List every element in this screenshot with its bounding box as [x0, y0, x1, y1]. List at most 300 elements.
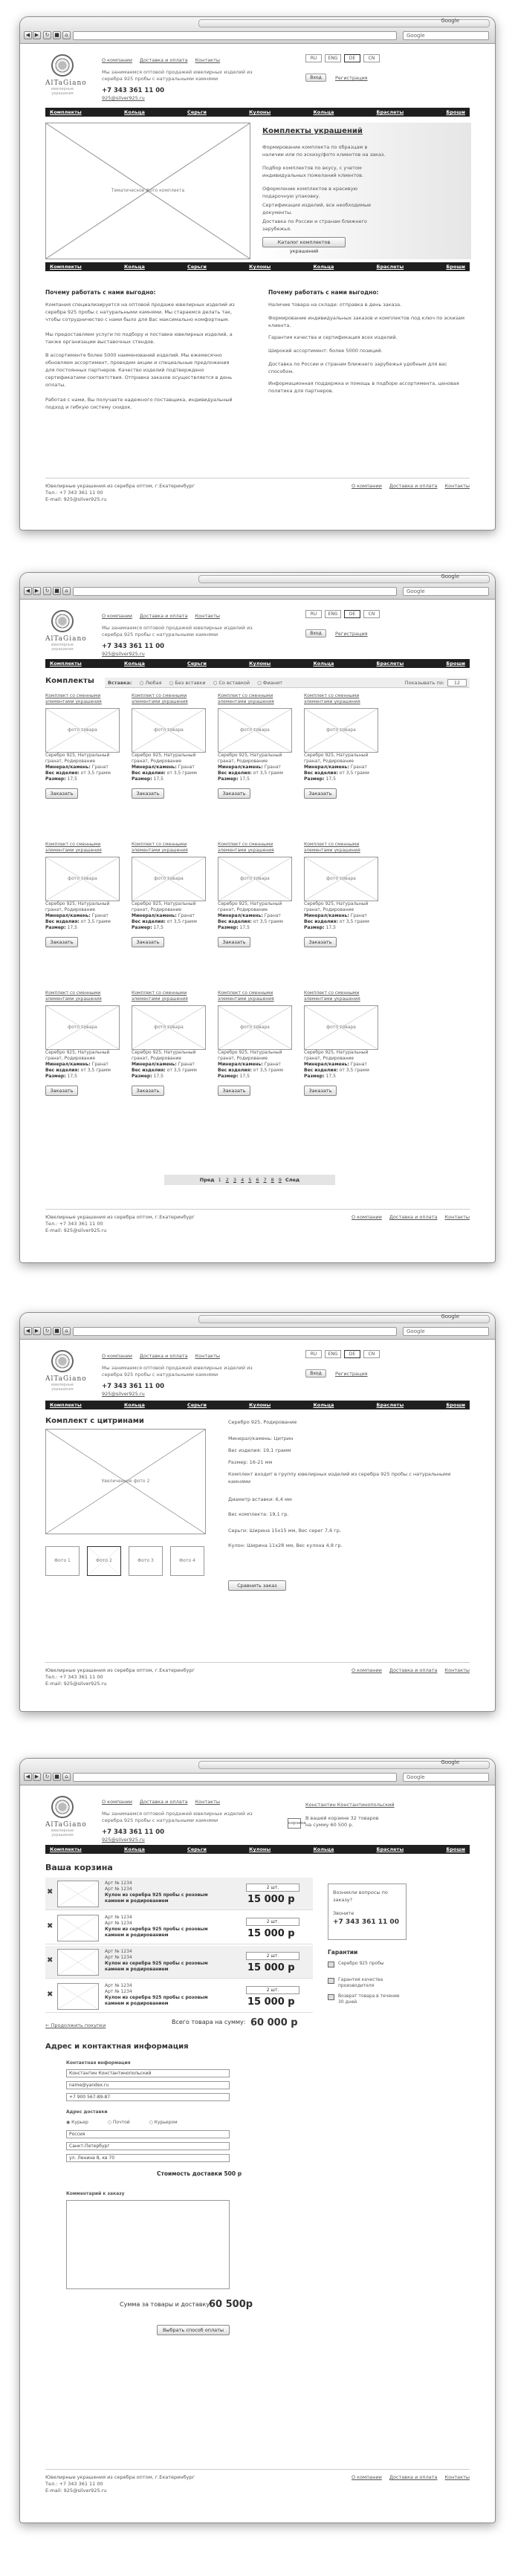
footer-link-contacts[interactable]: Контакты: [444, 483, 470, 489]
product-thumb[interactable]: [170, 1546, 204, 1576]
lang-de[interactable]: DE: [344, 54, 360, 62]
forward-button[interactable]: ▶: [33, 1327, 41, 1335]
cart-item-price: 15 000 р: [247, 1996, 295, 2008]
forward-button[interactable]: ▶: [33, 1773, 41, 1781]
filter-any[interactable]: ○ Любая: [139, 680, 162, 686]
reload-button[interactable]: ↻: [43, 31, 51, 39]
link-contacts[interactable]: Контакты: [195, 613, 221, 619]
remove-item-icon[interactable]: ✖: [47, 1922, 54, 1930]
card-ins-label: Минерал/камень:: [45, 1062, 91, 1067]
product-card-title[interactable]: Комплект со сменными элементами украшения: [304, 990, 360, 1002]
card-weight-value: от 3,5 грамм: [339, 770, 369, 776]
card-size-value: 17,5: [67, 776, 77, 782]
cart-item-price: 15 000 р: [247, 1894, 295, 1905]
remove-item-icon[interactable]: ✖: [47, 1991, 54, 1999]
nav2-item-bracelets[interactable]: Браслеты: [376, 264, 404, 270]
card-desc-text: Серебро 925, Натуральный гранат, Родирование: [45, 753, 110, 764]
pager-page[interactable]: 7: [263, 1177, 267, 1183]
cart-item-title[interactable]: Кулон из серебра 925 пробы с розовым камнем и родированием: [105, 1961, 208, 1972]
link-contacts[interactable]: Контакты: [195, 1353, 221, 1359]
link-contacts[interactable]: Контакты: [195, 57, 221, 63]
site-logo[interactable]: [45, 610, 87, 655]
pager-page[interactable]: 1: [218, 1177, 221, 1183]
footer-line-1: Ювелирные украшения из серебра оптом, г.Екатеринбург: [45, 1214, 195, 1220]
product-card-image[interactable]: [132, 708, 206, 753]
page-product: [45, 1350, 470, 1711]
tagline: Мы занимаемся оптовой продажей ювелирных изделий из серебра 925 пробы с натуральными камнями: [102, 625, 253, 637]
product-card-desc: [132, 901, 206, 931]
nav-item-earrings[interactable]: Серьги: [187, 109, 207, 115]
address-bar[interactable]: [73, 31, 397, 40]
lang-ru[interactable]: RU: [305, 1350, 322, 1358]
footer-link-about[interactable]: О компании: [351, 483, 382, 489]
back-button[interactable]: ◀: [24, 1327, 32, 1335]
nav-item-rings-2[interactable]: Кольца: [313, 1402, 334, 1408]
product-card-image-label: фото товара: [68, 876, 97, 881]
why-us-left-p4: Работая с нами, Вы получаете надежного поставщика, индивидуальный подход и гибкую систему скидок.: [45, 397, 233, 410]
order-card-button[interactable]: Заказать: [218, 1086, 250, 1096]
stop-button[interactable]: ■: [53, 587, 61, 595]
nav-item-bracelets[interactable]: Браслеты: [376, 1402, 404, 1408]
product-card-image[interactable]: [218, 708, 292, 753]
header-email[interactable]: 925@silver925.ru: [102, 651, 145, 657]
forward-button[interactable]: ▶: [33, 587, 41, 595]
quantity-field[interactable]: 2 шт.: [246, 1952, 299, 1960]
cart-item-info: [105, 1915, 224, 1939]
nav-item-rings[interactable]: Кольца: [124, 1402, 145, 1408]
why-us-right-p2: Формирование индивидуальных заказов и комплектов под ключ по эскизам клиента.: [268, 315, 465, 328]
cart-item-image: [57, 1881, 99, 1907]
logo-text: AlTaGiano: [45, 80, 87, 87]
nav-item-rings-2[interactable]: Кольца: [313, 1846, 334, 1852]
browser-chrome: [20, 1759, 495, 1785]
thumb-label: Фото 4: [179, 1558, 195, 1563]
nav-item-rings[interactable]: Кольца: [124, 109, 145, 115]
product-card-image[interactable]: [45, 1005, 120, 1050]
nav2-item-pendants[interactable]: Кулоны: [249, 264, 271, 270]
footer: [45, 2469, 470, 2494]
back-button[interactable]: ◀: [24, 1773, 32, 1781]
why-us-left-p1: Компания специализируется на оптовой продаже ювелирных изделий из серебра 925 пробы с натуральными камнями. Мы стараемся делать так, чтобы сотрудничество с нами было для Вас максимально комфортным.: [45, 302, 235, 322]
lang-eng[interactable]: ENG: [325, 1350, 341, 1358]
nav-item-earrings[interactable]: Серьги: [187, 1846, 207, 1852]
address-title: Адрес и контактная информация: [45, 2043, 189, 2051]
card-size-label: Размер:: [218, 776, 239, 782]
product-card-image[interactable]: [218, 857, 292, 901]
cart-item-title[interactable]: Кулон из серебра 925 пробы с розовым камнем и родированием: [105, 1927, 208, 1938]
why-us-right-p4: Широкий ассортимент: более 5000 позиций.: [268, 348, 383, 354]
lang-cn[interactable]: CN: [363, 54, 380, 62]
footer: [45, 1209, 470, 1233]
top-links: [102, 57, 227, 63]
logo-subtext: ювелирные украшения: [51, 1383, 74, 1392]
sort-label: Показывать по:: [404, 680, 444, 686]
nav-item-brooches[interactable]: Броши: [446, 1402, 465, 1408]
delivery-opt-2[interactable]: ○ Почтой: [107, 2120, 130, 2125]
filter-fianit-label: Фианит: [262, 680, 282, 686]
nav-item-earrings[interactable]: Серьги: [187, 1402, 207, 1408]
product-card-title[interactable]: Комплект со сменными элементами украшения: [218, 990, 274, 1002]
order-button[interactable]: Сравнить заказ: [228, 1580, 286, 1591]
thumb-label: Фото 3: [137, 1558, 154, 1563]
cart-item-price: 15 000 р: [247, 1962, 295, 1973]
pager-page[interactable]: 5: [248, 1177, 252, 1183]
lang-ru[interactable]: RU: [305, 54, 322, 62]
link-delivery[interactable]: Доставка и оплата: [139, 1353, 188, 1359]
cart-item-code: Арт № 1234: [105, 1983, 132, 1988]
product-card-title[interactable]: Комплект со сменными элементами украшения: [45, 842, 102, 853]
lang-cn[interactable]: CN: [363, 1350, 380, 1358]
product-card-image[interactable]: [132, 1005, 206, 1050]
product-card-image-label: фото товара: [326, 876, 356, 881]
filter-label: Вставка:: [108, 680, 132, 686]
product-card-desc: [45, 753, 120, 782]
delivery-opt-3-label: Курьером: [154, 2120, 178, 2125]
product-card-desc: [45, 1050, 120, 1080]
reload-button[interactable]: ↻: [43, 1327, 51, 1335]
lang-de[interactable]: DE: [344, 1350, 360, 1358]
product-spec: Кулон: Ширина 11х28 мм, Вес кулона 4,8 гр.: [228, 1542, 343, 1548]
order-card-button[interactable]: Заказать: [304, 1086, 337, 1096]
quantity-field[interactable]: 2 шт.: [246, 1918, 299, 1926]
card-size-label: Размер:: [45, 776, 66, 782]
nav-item-pendants[interactable]: Кулоны: [249, 661, 271, 666]
browser-chrome: [20, 1313, 495, 1340]
lang-eng[interactable]: ENG: [325, 610, 341, 618]
nav-item-rings-2[interactable]: Кольца: [313, 109, 334, 115]
comment-label: Комментарий к заказу: [66, 2191, 125, 2196]
browser-nav-row: [24, 1772, 489, 1782]
order-card-button[interactable]: Заказать: [304, 937, 337, 947]
footer-line-2: Тел.: +7 343 361 11 00: [45, 1674, 103, 1680]
product-card-image[interactable]: [45, 857, 120, 901]
nav2-item-sets[interactable]: Комплекты: [50, 264, 82, 270]
card-ins-value: Гранат: [350, 765, 367, 770]
email-field[interactable]: name@yandex.ru: [66, 2081, 230, 2089]
card-size-value: 17,5: [239, 1074, 250, 1079]
product-card-image[interactable]: [304, 857, 378, 901]
register-link[interactable]: Регистрация: [335, 1371, 368, 1377]
link-delivery[interactable]: Доставка и оплата: [139, 613, 188, 619]
delivery-opt-3[interactable]: ○ Курьером: [149, 2120, 178, 2125]
product-card-title[interactable]: Комплект со сменными элементами украшения: [132, 990, 188, 1002]
google-search-input[interactable]: Google: [403, 1773, 489, 1782]
hero-line-5: Доставка по России и странам ближнего зарубежья.: [262, 218, 367, 232]
order-card-button[interactable]: Заказать: [45, 1086, 78, 1096]
product-card: [132, 990, 206, 1109]
lang-eng[interactable]: ENG: [325, 54, 341, 62]
nav-item-pendants[interactable]: Кулоны: [249, 109, 271, 115]
footer-link-delivery[interactable]: Доставка и оплата: [389, 2474, 438, 2480]
nav-item-pendants[interactable]: Кулоны: [249, 1846, 271, 1852]
header-email[interactable]: 925@silver925.ru: [102, 95, 145, 101]
product-card-image-label: фото товара: [326, 1025, 356, 1030]
stop-button[interactable]: ■: [53, 31, 61, 39]
filter-none[interactable]: ○ Без вставки: [169, 680, 206, 686]
product-card-desc: [132, 753, 206, 782]
pager-page[interactable]: 8: [271, 1177, 274, 1183]
language-switcher: [305, 54, 380, 63]
product-card-title[interactable]: Комплект со сменными элементами украшения: [218, 693, 274, 704]
hero-image: [45, 123, 250, 259]
product-card-title[interactable]: Комплект со сменными элементами украшения: [132, 842, 188, 853]
pager-prev[interactable]: Пред: [199, 1177, 215, 1183]
nav-item-brooches[interactable]: Броши: [446, 109, 465, 115]
card-size-value: 17,5: [153, 1074, 163, 1079]
user-name-link[interactable]: Константин Константинопольский: [305, 1802, 395, 1808]
nav-item-earrings[interactable]: Серьги: [187, 661, 207, 666]
link-about[interactable]: О компании: [102, 1353, 132, 1359]
nav-item-rings-2[interactable]: Кольца: [313, 661, 334, 666]
card-desc-text: Серебро 925, Натуральный гранат, Родирование: [218, 1050, 282, 1061]
login-button[interactable]: Вход: [305, 1369, 326, 1378]
delivery-opt-1[interactable]: ◉ Курьер: [66, 2120, 88, 2125]
register-link[interactable]: Регистрация: [335, 631, 368, 637]
cart-row: [45, 1912, 313, 1944]
site-logo[interactable]: [45, 54, 87, 99]
delivery-cost: Стоимость доставки 500 р: [157, 2170, 242, 2177]
card-weight-label: Вес изделия:: [218, 770, 252, 776]
card-ins-value: Гранат: [264, 765, 281, 770]
link-delivery[interactable]: Доставка и оплата: [139, 1799, 188, 1805]
link-about[interactable]: О компании: [102, 613, 132, 619]
product-card-title[interactable]: Комплект со сменными элементами украшения: [304, 842, 360, 853]
back-button[interactable]: ◀: [24, 31, 32, 39]
card-ins-label: Минерал/камень:: [304, 913, 349, 918]
home-button[interactable]: ⌂: [62, 31, 71, 39]
nav-item-bracelets[interactable]: Браслеты: [376, 661, 404, 666]
nav-item-sets[interactable]: Комплекты: [50, 109, 82, 115]
nav-item-bracelets[interactable]: Браслеты: [376, 1846, 404, 1852]
remove-item-icon[interactable]: ✖: [47, 1888, 54, 1896]
card-desc-text: Серебро 925, Натуральный гранат, Родирование: [218, 901, 282, 912]
product-card-image[interactable]: [304, 708, 378, 753]
guarantee-icon: [328, 1978, 334, 1984]
google-search-input[interactable]: Google: [403, 1327, 489, 1336]
footer: [45, 1662, 470, 1687]
site-logo[interactable]: [45, 1796, 87, 1840]
card-ins-value: Гранат: [178, 765, 195, 770]
nav-item-brooches[interactable]: Броши: [446, 661, 465, 666]
nav-item-brooches[interactable]: Броши: [446, 1846, 465, 1852]
quantity-field[interactable]: 2 шт.: [246, 1986, 299, 1994]
forward-button[interactable]: ▶: [33, 31, 41, 39]
product-card-desc: [218, 901, 292, 931]
reload-button[interactable]: ↻: [43, 1773, 51, 1781]
order-card-button[interactable]: Заказать: [132, 788, 164, 799]
logo-emblem-icon: [51, 1350, 74, 1372]
continue-shopping-link[interactable]: ← Продолжить покупки: [45, 2022, 106, 2028]
nav-item-sets[interactable]: Комплекты: [50, 1402, 82, 1408]
comment-textarea[interactable]: [66, 2200, 230, 2289]
product-thumb[interactable]: [87, 1546, 121, 1576]
quantity-field[interactable]: 2 шт.: [246, 1884, 299, 1892]
link-about[interactable]: О компании: [102, 57, 132, 63]
card-size-label: Размер:: [132, 776, 152, 782]
why-us-title-left: Почему работать с нами выгодно:: [45, 289, 156, 296]
home-button[interactable]: ⌂: [62, 1773, 71, 1781]
filter-with[interactable]: ○ Со вставкой: [213, 680, 250, 686]
product-card-title[interactable]: Комплект со сменными элементами украшения: [132, 693, 188, 704]
order-card-button[interactable]: Заказать: [304, 788, 337, 799]
card-weight-value: от 3,5 грамм: [166, 770, 197, 776]
tagline: Мы занимаемся оптовой продажей ювелирных изделий из серебра 925 пробы с натуральными камнями: [102, 1365, 253, 1378]
footer-line-2: Тел.: +7 343 361 11 00: [45, 1221, 103, 1227]
product-card: [304, 990, 378, 1109]
cart-item-image: [57, 1949, 99, 1976]
product-card-title[interactable]: Комплект со сменными элементами украшения: [45, 693, 102, 704]
footer-links: [344, 1667, 470, 1673]
basket-info-line-1[interactable]: В вашей корзине 32 товаров: [305, 1815, 379, 1821]
product-thumb[interactable]: [129, 1546, 163, 1576]
basket-icon[interactable]: корзина: [288, 1818, 301, 1829]
remove-item-icon[interactable]: ✖: [47, 1956, 54, 1965]
sum-value: 60 500р: [209, 2299, 253, 2310]
card-weight-label: Вес изделия:: [132, 919, 166, 924]
google-search-input[interactable]: Google: [403, 587, 489, 596]
nav2-item-brooches[interactable]: Броши: [446, 264, 465, 270]
card-ins-label: Минерал/камень:: [132, 1062, 177, 1067]
home-button[interactable]: ⌂: [62, 587, 71, 595]
card-size-value: 17,5: [153, 776, 163, 782]
footer-link-delivery[interactable]: Доставка и оплата: [389, 483, 438, 489]
login-button[interactable]: Вход: [305, 629, 326, 637]
sort-select[interactable]: 12: [447, 679, 467, 687]
pager-page[interactable]: 3: [233, 1177, 237, 1183]
footer-link-about[interactable]: О компании: [351, 1667, 382, 1673]
pager-page[interactable]: 4: [241, 1177, 244, 1183]
product-card-image[interactable]: [218, 1005, 292, 1050]
filter-fianit[interactable]: ○ Фианит: [257, 680, 282, 686]
link-contacts[interactable]: Контакты: [195, 1799, 221, 1805]
google-search-input[interactable]: Google: [403, 31, 489, 40]
tagline: Мы занимаемся оптовой продажей ювелирных изделий из серебра 925 пробы с натуральными камнями: [102, 1811, 253, 1823]
site-logo[interactable]: [45, 1350, 87, 1395]
street-field[interactable]: ул. Ленина 8, кв 70: [66, 2154, 230, 2162]
stop-button[interactable]: ■: [53, 1327, 61, 1335]
header-email[interactable]: 925@silver925.ru: [102, 1391, 145, 1397]
nav-item-pendants[interactable]: Кулоны: [249, 1402, 271, 1408]
order-card-button[interactable]: Заказать: [132, 1086, 164, 1096]
order-card-button[interactable]: Заказать: [132, 937, 164, 947]
card-weight-label: Вес изделия:: [304, 919, 338, 924]
footer-link-delivery[interactable]: Доставка и оплата: [389, 1214, 438, 1220]
back-button[interactable]: ◀: [24, 587, 32, 595]
card-ins-label: Минерал/камень:: [218, 765, 263, 770]
product-card-title[interactable]: Комплект со сменными элементами украшения: [218, 842, 274, 853]
lang-cn[interactable]: CN: [363, 610, 380, 618]
product-thumb[interactable]: [45, 1546, 80, 1576]
order-card-button[interactable]: Заказать: [218, 937, 250, 947]
product-card-desc: [132, 1050, 206, 1080]
catalog-sets-button[interactable]: Каталог комплектов украшений: [262, 237, 346, 247]
logo-text: AlTaGiano: [45, 635, 87, 643]
order-card-button[interactable]: Заказать: [45, 937, 78, 947]
language-switcher: [305, 1350, 380, 1359]
footer-link-contacts[interactable]: Контакты: [444, 1667, 470, 1673]
footer-link-contacts[interactable]: Контакты: [444, 2474, 470, 2480]
cart-item-title[interactable]: Кулон из серебра 925 пробы с розовым камнем и родированием: [105, 1892, 208, 1904]
main-image-label: Увеличенное фото 2: [101, 1479, 150, 1484]
footer-link-about[interactable]: О компании: [351, 2474, 382, 2480]
pager-next[interactable]: След: [285, 1177, 300, 1183]
top-links: [102, 1799, 227, 1805]
product-card-image[interactable]: [45, 708, 120, 753]
home-button[interactable]: ⌂: [62, 1327, 71, 1335]
hero-title[interactable]: Комплекты украшений: [262, 127, 363, 135]
register-link[interactable]: Регистрация: [335, 75, 368, 81]
nav2-item-earrings[interactable]: Серьги: [187, 264, 207, 270]
cart-item-code: Арт № 1234: [105, 1915, 132, 1920]
delivery-opt-1-label: Курьер: [71, 2120, 88, 2125]
footer-link-about[interactable]: О компании: [351, 1214, 382, 1220]
card-size-label: Размер:: [132, 1074, 152, 1079]
main-nav: [45, 1401, 470, 1409]
login-button[interactable]: Вход: [305, 74, 326, 82]
cart-item-info: [105, 1983, 224, 2007]
footer-line-1: Ювелирные украшения из серебра оптом, г.Екатеринбург: [45, 483, 195, 489]
stop-button[interactable]: ■: [53, 1773, 61, 1781]
country-field[interactable]: Россия: [66, 2130, 230, 2138]
nav-item-bracelets[interactable]: Браслеты: [376, 109, 404, 115]
footer-link-delivery[interactable]: Доставка и оплата: [389, 1667, 438, 1673]
lang-ru[interactable]: RU: [305, 610, 322, 618]
nav2-item-rings[interactable]: Кольца: [124, 264, 145, 270]
order-card-button[interactable]: Заказать: [45, 788, 78, 799]
pager-page[interactable]: 9: [278, 1177, 282, 1183]
choose-payment-button[interactable]: Выбрать способ оплаты: [157, 2325, 230, 2335]
footer-link-contacts[interactable]: Контакты: [444, 1214, 470, 1220]
browser-nav-row: [24, 1326, 489, 1337]
card-desc-text: Серебро 925, Натуральный гранат, Родирование: [132, 901, 196, 912]
phone-field[interactable]: +7 900 567-89-87: [66, 2093, 230, 2101]
pager-page[interactable]: 2: [225, 1177, 229, 1183]
name-field[interactable]: Константин Константинопольский: [66, 2069, 230, 2077]
nav-item-sets[interactable]: Комплекты: [50, 661, 82, 666]
product-card: [304, 693, 378, 812]
header-email[interactable]: 925@silver925.ru: [102, 1837, 145, 1843]
product-card-title[interactable]: Комплект со сменными элементами украшения: [304, 693, 360, 704]
city-field[interactable]: Санкт-Петербург: [66, 2142, 230, 2150]
cart-item-image: [57, 1915, 99, 1941]
cart-item-title[interactable]: Кулон из серебра 925 пробы с розовым камнем и родированием: [105, 1995, 208, 2006]
lang-de[interactable]: DE: [344, 610, 360, 618]
product-card-image[interactable]: [304, 1005, 378, 1050]
reload-button[interactable]: ↻: [43, 587, 51, 595]
pager-page[interactable]: 6: [256, 1177, 259, 1183]
cart-item-info: [105, 1881, 224, 1904]
cart-row: [45, 1980, 313, 2013]
product-card-desc: [304, 901, 378, 931]
address-bar[interactable]: [73, 587, 397, 596]
card-weight-value: от 3,5 грамм: [253, 919, 283, 924]
nav-item-rings[interactable]: Кольца: [124, 661, 145, 666]
address-bar[interactable]: [73, 1327, 397, 1336]
delivery-label: Адрес доставки: [66, 2109, 108, 2115]
card-ins-value: Гранат: [178, 1062, 195, 1067]
product-card-title[interactable]: Комплект со сменными элементами украшения: [45, 990, 102, 1002]
nav-item-rings[interactable]: Кольца: [124, 1846, 145, 1852]
guarantee-text: Гарантия качества производителя: [338, 1977, 383, 1988]
product-card-image[interactable]: [132, 857, 206, 901]
link-about[interactable]: О компании: [102, 1799, 132, 1805]
nav-item-sets[interactable]: Комплекты: [50, 1846, 82, 1852]
product-title: Комплект с цитринами: [45, 1417, 144, 1425]
nav2-item-rings-2[interactable]: Кольца: [313, 264, 334, 270]
address-bar[interactable]: [73, 1773, 397, 1782]
order-card-button[interactable]: Заказать: [218, 788, 250, 799]
link-delivery[interactable]: Доставка и оплата: [139, 57, 188, 63]
